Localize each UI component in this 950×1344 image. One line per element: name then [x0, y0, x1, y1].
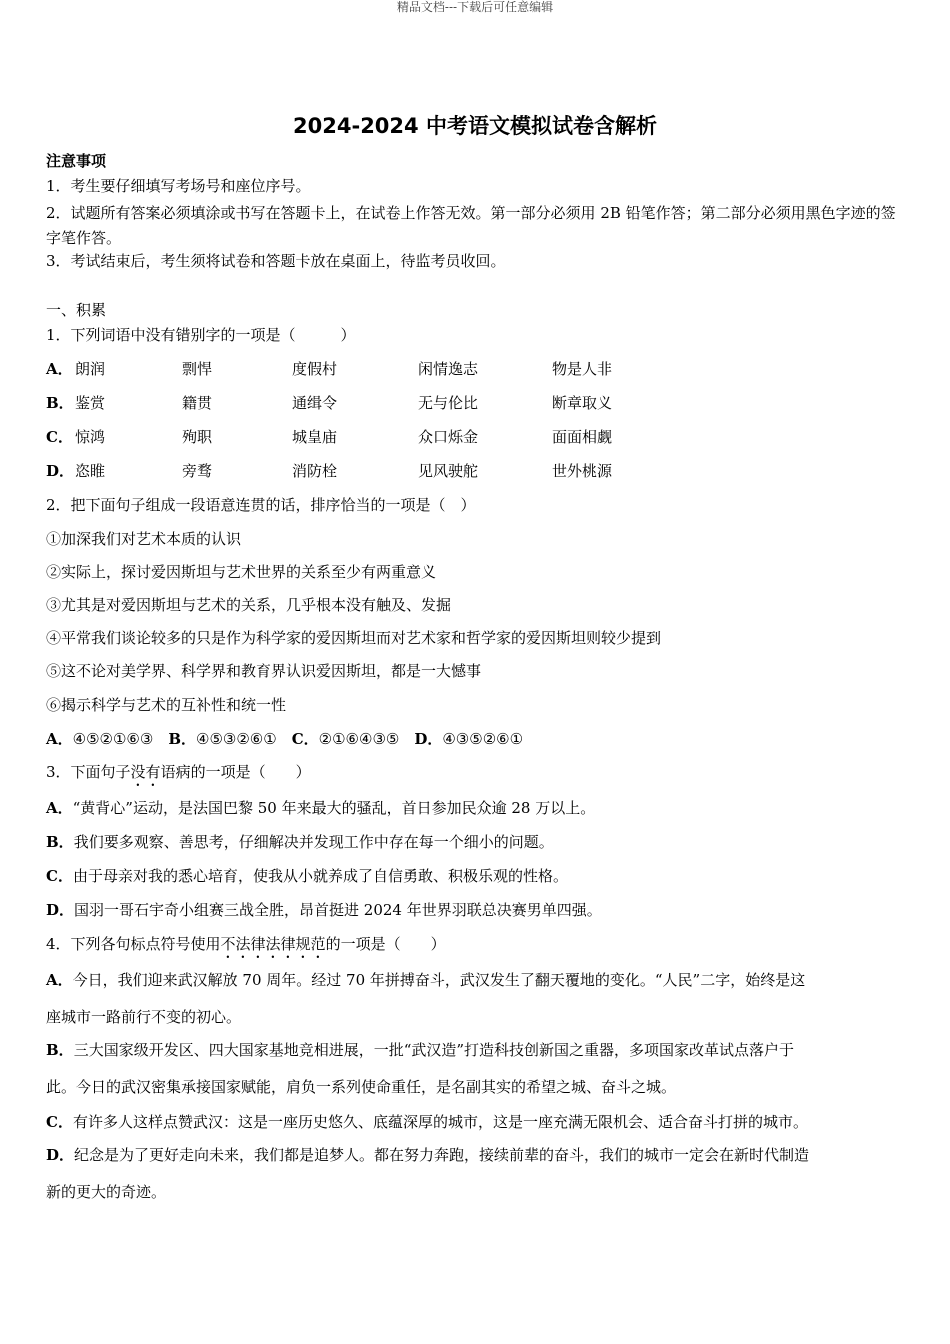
option-word: 鉴赏 [75, 394, 106, 412]
question-3-option-a: A．“黄背心”运动，是法国巴黎 50 年来最大的骚乱，首日参加民众逾 28 万以上。 [46, 799, 596, 817]
option-word: 籍贯 [182, 394, 213, 412]
stem-text: 语病的一项是（ ） [160, 763, 311, 781]
option-word: 殉职 [182, 428, 213, 446]
option-word: 断章取义 [552, 394, 613, 412]
question-2-item: ⑤这不论对美学界、科学界和教育界认识爱因斯坦，都是一大憾事 [46, 662, 482, 680]
option-word: 面面相觑 [552, 428, 613, 446]
option-word: 惊鸿 [75, 428, 106, 446]
header-watermark: 精品文档---下载后可任意编辑 [396, 0, 554, 14]
question-4-option-b-line2: 此。今日的武汉密集承接国家赋能，肩负一系列使命重任，是名副其实的希望之城、奋斗之城。 [46, 1078, 677, 1096]
question-2-answer-options: A．④⑤②①⑥③ B．④⑤③②⑥① C．②①⑥④③⑤ D．④③⑤②⑥① [46, 730, 524, 748]
question-1-option-b [46, 393, 746, 413]
stem-text: 4．下列各句标点符号使用 [46, 935, 221, 953]
option-word: 度假村 [292, 360, 338, 378]
question-2-stem: 2．把下面句子组成一段语意连贯的话，排序恰当的一项是（ ） [46, 496, 476, 514]
stem-text: 3．下面句子 [46, 763, 131, 781]
stem-emphasis: 不法律法律规范 [220, 935, 326, 953]
question-4-option-d-line1: D．纪念是为了更好走向未来，我们都是追梦人。都在努力奔跑，接续前辈的奋斗，我们的城市一定会在新时代制造 [46, 1146, 810, 1164]
option-word: 众口烁金 [418, 428, 479, 446]
question-3-stem [46, 762, 311, 790]
question-4-option-b-line1: B．三大国家级开发区、四大国家基地竞相进展，一批“武汉造”打造科技创新国之重器，多项国家改革试点落户于 [46, 1041, 795, 1059]
option-word: 闲情逸志 [418, 360, 479, 378]
notice-item-2: 2．试题所有答案必须填涂或书写在答题卡上，在试卷上作答无效。第一部分必须用 2B 铅笔作答；第二部分必须用黑色字迹的签字笔作答。 [46, 204, 896, 247]
question-1-stem: 1．下列词语中没有错别字的一项是（ ） [46, 326, 356, 344]
question-3-option-c: C．由于母亲对我的悉心培育，使我从小就养成了自信勇敢、积极乐观的性格。 [46, 867, 568, 885]
option-word: 朗润 [75, 360, 106, 378]
option-word: 物是人非 [552, 360, 613, 378]
question-2-item: ①加深我们对艺术本质的认识 [46, 530, 242, 548]
question-2-item: ⑥揭示科学与艺术的互补性和统一性 [46, 696, 287, 714]
notice-item-3: 3．考试结束后，考生须将试卷和答题卡放在桌面上，待监考员收回。 [46, 252, 506, 270]
question-4-option-a-line1: A．今日，我们迎来武汉解放 70 周年。经过 70 年拼搏奋斗，武汉发生了翻天覆地的变化。“人民”二字，始终是这 [46, 971, 806, 989]
question-4-stem [46, 934, 446, 962]
option-word: 通缉令 [292, 394, 338, 412]
question-4-option-d-line2: 新的更大的奇迹。 [46, 1183, 167, 1201]
option-word: 城皇庙 [292, 428, 338, 446]
page-title: 2024-2024 中考语文模拟试卷含解析 [293, 114, 657, 138]
question-3-option-b: B．我们要多观察、善思考，仔细解决并发现工作中存在每一个细小的问题。 [46, 833, 554, 851]
option-label: B． [46, 394, 74, 412]
question-4-option-a-line2: 座城市一路前行不变的初心。 [46, 1008, 242, 1026]
notice-heading: 注意事项 [46, 152, 107, 170]
question-4-option-c-line1: C．有许多人这样点赞武汉：这是一座历史悠久、底蕴深厚的城市，这是一座充满无限机会、适合奋斗打拼的城市。 [46, 1113, 808, 1131]
question-1-option-a [46, 359, 746, 379]
question-3-option-d: D．国羽一哥石宇奇小组赛三战全胜，昂首挺进 2024 年世界羽联总决赛男单四强。 [46, 901, 602, 919]
section-heading: 一、积累 [46, 301, 107, 319]
option-label: C． [46, 428, 73, 446]
question-1-option-c [46, 427, 746, 447]
option-word: 世外桃源 [552, 462, 613, 480]
question-2-item: ③尤其是对爱因斯坦与艺术的关系，几乎根本没有触及、发掘 [46, 596, 452, 614]
notice-item-1: 1．考生要仔细填写考场号和座位序号。 [46, 177, 311, 195]
stem-text: 的一项是（ ） [325, 935, 446, 953]
option-word: 消防栓 [292, 462, 338, 480]
option-word: 恣睢 [75, 462, 106, 480]
option-word: 旁骛 [182, 462, 213, 480]
question-2-item: ④平常我们谈论较多的只是作为科学家的爱因斯坦而对艺术家和哲学家的爱因斯坦则较少提到 [46, 629, 662, 647]
stem-emphasis: 没有 [130, 763, 161, 781]
option-word: 剽悍 [182, 360, 213, 378]
option-label: D． [46, 462, 75, 480]
option-label: A． [46, 360, 73, 378]
question-1-option-d [46, 461, 746, 481]
question-2-item: ②实际上，探讨爱因斯坦与艺术世界的关系至少有两重意义 [46, 563, 437, 581]
option-word: 无与伦比 [418, 394, 479, 412]
option-word: 见风驶舵 [418, 462, 479, 480]
